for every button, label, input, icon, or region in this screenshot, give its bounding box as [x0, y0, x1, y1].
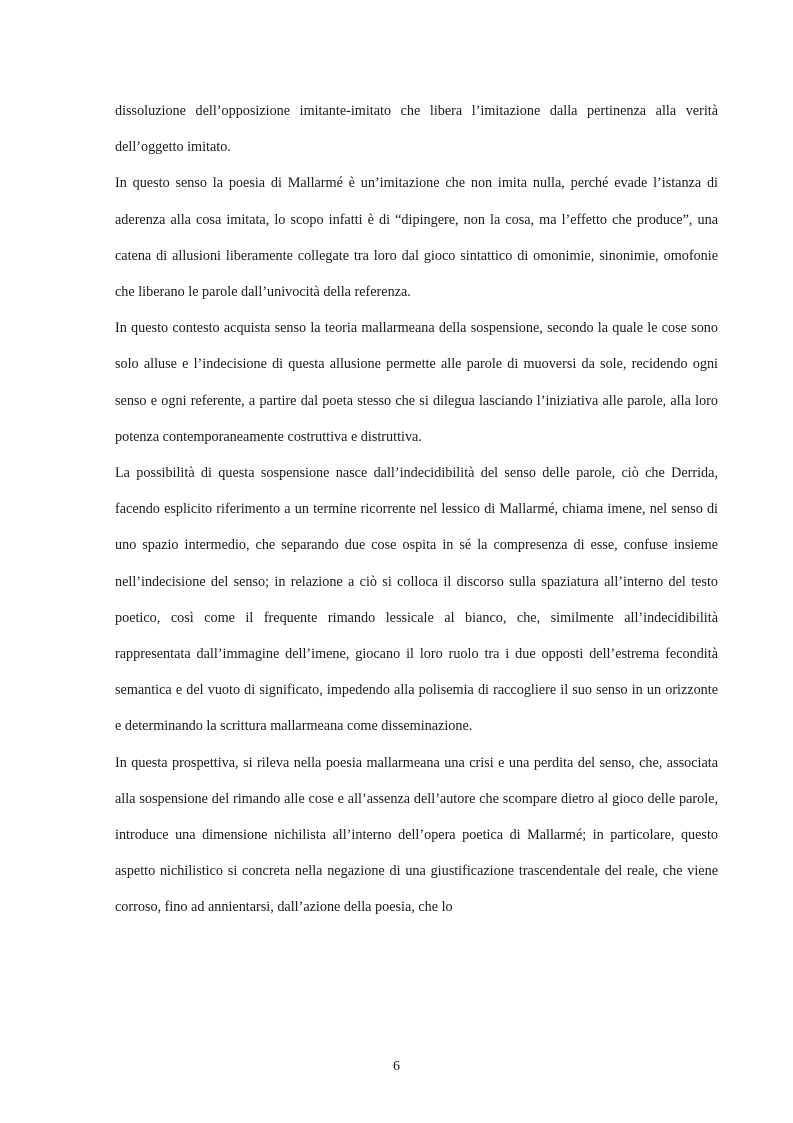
paragraph-1: dissoluzione dell’opposizione imitante-imitato che libera l’imitazione dalla pertinenza alla verità dell’oggetto imitato.: [115, 103, 718, 156]
paragraph-2: In questo senso la poesia di Mallarmé è un’imitazione che non imita nulla, perché evade l’istanza di aderenza alla cosa imitata, lo scopo infatti è di “dipingere, non la cosa, ma l’effetto che produce”, una catena di allusioni liberamente collegate tra loro dal gioco sintattico di omonimie, sinonimie, omofonie che liberano le parole dall’univocità della referenza.: [115, 175, 718, 301]
page-number: 6: [393, 1059, 400, 1074]
paragraph-5: In questa prospettiva, si rileva nella poesia mallarmeana una crisi e una perdita del senso, che, associata alla sospensione del rimando alle cose e all’assenza dell’autore che scompare dietro al gioco delle parole, introduce una dimensione nichilista all’interno dell’opera poetica di Mallarmé; in particolare, questo aspetto nichilistico si concreta nella negazione di una giustificazione trascendentale del reale, che viene corroso, fino ad annientarsi, dall’azione della poesia, che lo: [115, 754, 718, 916]
paragraph-3: In questo contesto acquista senso la teoria mallarmeana della sospensione, secondo la quale le cose sono solo alluse e l’indecisione di questa allusione permette alle parole di muoversi da sole, recidendo ogni senso e ogni referente, a partire dal poeta stesso che si dilegua lasciando l’iniziativa alle parole, alla loro potenza contemporaneamente costruttiva e distruttiva.: [115, 320, 718, 445]
page-body: [115, 93, 718, 926]
paragraph-4: La possibilità di questa sospensione nasce dall’indecidibilità del senso delle parole, ciò che Derrida, facendo esplicito riferimento a un termine ricorrente nel lessico di Mallarmé, chiama imene, nel senso di uno spazio intermedio, che separando due cose ospita in sé la compresenza di esse, confuse insieme nell’indecisione del senso; in relazione a ciò si colloca il discorso sulla spaziatura all’interno del testo poetico, così come il frequente rimando lessicale al bianco, che, similmente all’indecidibilità rappresentata dall’immagine dell’imene, giocano il loro ruolo tra i due opposti dell’estrema fecondità semantica e del vuoto di significato, impedendo alla polisemia di raccogliere il suo senso in un orizzonte e determinando la scrittura mallarmeana come disseminazione.: [115, 465, 718, 735]
